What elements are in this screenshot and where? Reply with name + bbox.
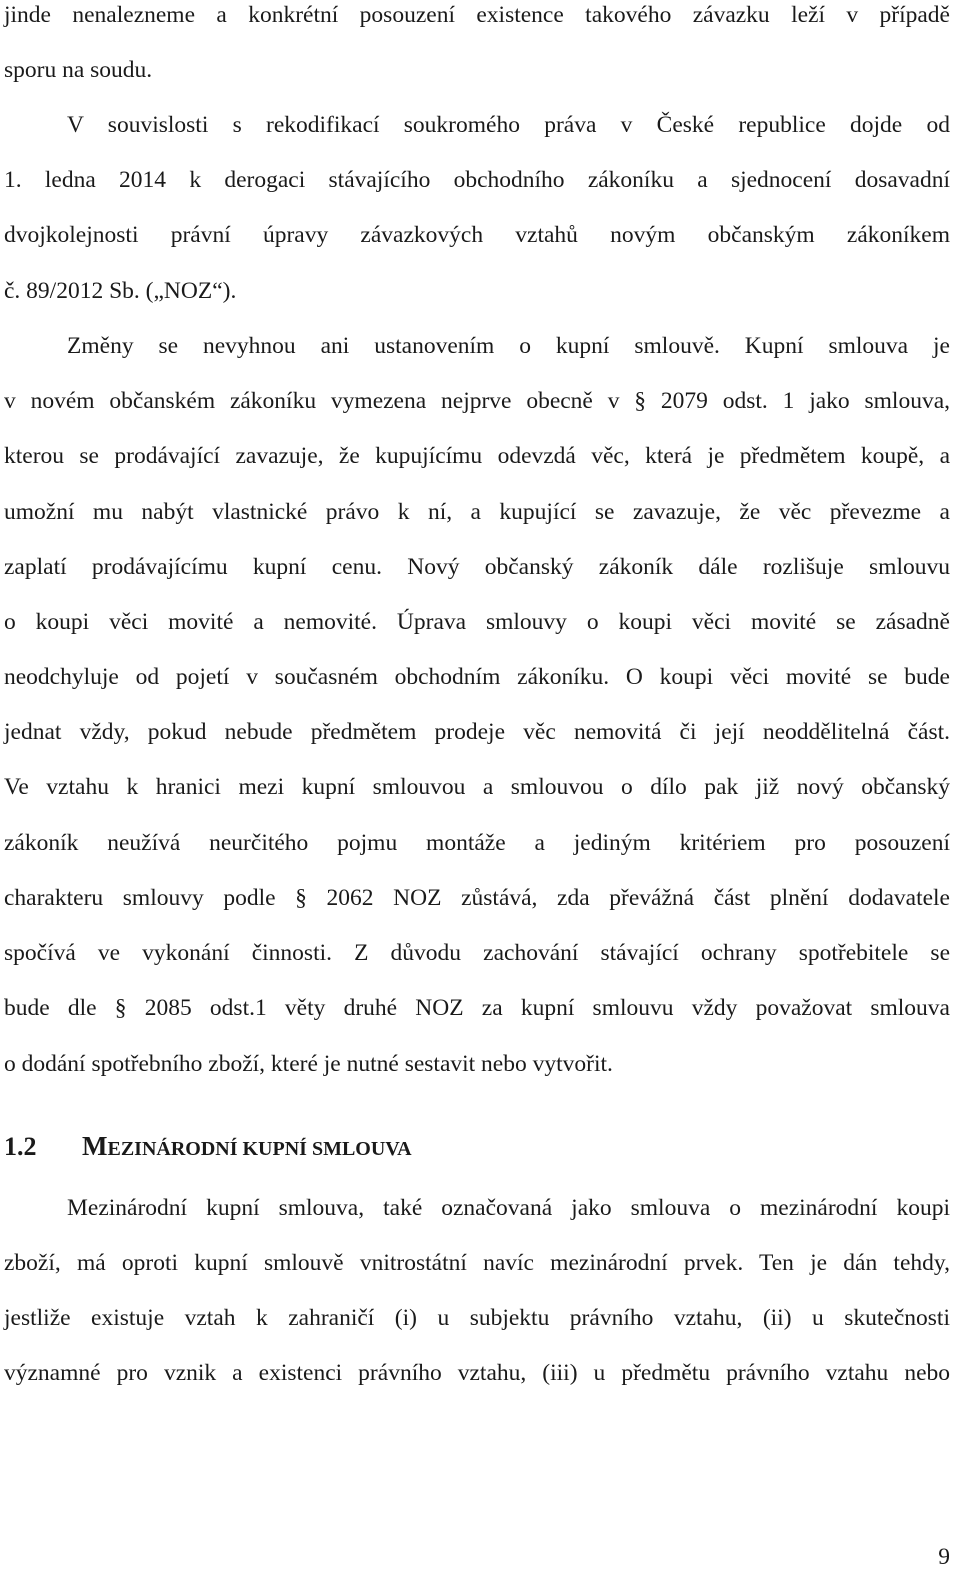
section-heading [4,1130,412,1165]
text-line: významné pro vznik a existenci právního vztahu, (iii) u předmětu právního vztahu nebo [4,1360,950,1386]
text-line: bude dle § 2085 odst.1 věty druhé NOZ za kupní smlouvu vždy považovat smlouva [4,995,950,1021]
text-line: Mezinárodní kupní smlouva, také označovaná jako smlouva o mezinárodní koupi [67,1195,950,1221]
section-title-rest: EZINÁRODNÍ KUPNÍ SMLOUVA [107,1138,412,1160]
text-line: charakteru smlouvy podle § 2062 NOZ zůstává, zda převážná část plnění dodavatele [4,885,950,911]
text-line: o dodání spotřebního zboží, které je nutné sestavit nebo vytvořit. [4,1051,613,1077]
section-number: 1.2 [4,1132,37,1161]
text-line: v novém občanském zákoníku vymezena nejprve obecně v § 2079 odst. 1 jako smlouva, [4,388,950,414]
section-title-initial: M [82,1131,108,1161]
text-line: V souvislosti s rekodifikací soukromého práva v České republice dojde od [67,112,950,138]
text-line: spočívá ve vykonání činnosti. Z důvodu zachování stávající ochrany spotřebitele se [4,940,950,966]
text-line: neodchyluje od pojetí v současném obchodním zákoníku. O koupi věci movité se bude [4,664,950,690]
page-number: 9 [938,1544,950,1570]
text-line: jednat vždy, pokud nebude předmětem prodeje věc nemovitá či její neoddělitelná část. [4,719,950,745]
text-line: 1. ledna 2014 k derogaci stávajícího obchodního zákoníku a sjednocení dosavadní [4,167,950,193]
text-line: o koupi věci movité a nemovité. Úprava smlouvy o koupi věci movité se zásadně [4,609,950,635]
text-line: zákoník neužívá neurčitého pojmu montáže a jediným kritériem pro posouzení [4,830,950,856]
text-line: zaplatí prodávajícímu kupní cenu. Nový občanský zákoník dále rozlišuje smlouvu [4,554,950,580]
text-line: Změny se nevyhnou ani ustanovením o kupní smlouvě. Kupní smlouva je [67,333,950,359]
text-line: dvojkolejnosti právní úpravy závazkových vztahů novým občanským zákoníkem [4,222,950,248]
text-line: umožní mu nabýt vlastnické právo k ní, a kupující se zavazuje, že věc převezme a [4,499,950,525]
text-line: jinde nenalezneme a konkrétní posouzení existence takového závazku leží v případě [4,2,950,28]
text-line: jestliže existuje vztah k zahraničí (i) u subjektu právního vztahu, (ii) u skutečnosti [4,1305,950,1331]
text-line: kterou se prodávající zavazuje, že kupujícímu odevzdá věc, která je předmětem koupě, a [4,443,950,469]
text-line: Ve vztahu k hranici mezi kupní smlouvou a smlouvou o dílo pak již nový občanský [4,774,950,800]
text-line: sporu na soudu. [4,57,153,83]
text-line: zboží, má oproti kupní smlouvě vnitrostátní navíc mezinárodní prvek. Ten je dán tehdy, [4,1250,950,1276]
text-line: č. 89/2012 Sb. („NOZ“). [4,278,237,304]
